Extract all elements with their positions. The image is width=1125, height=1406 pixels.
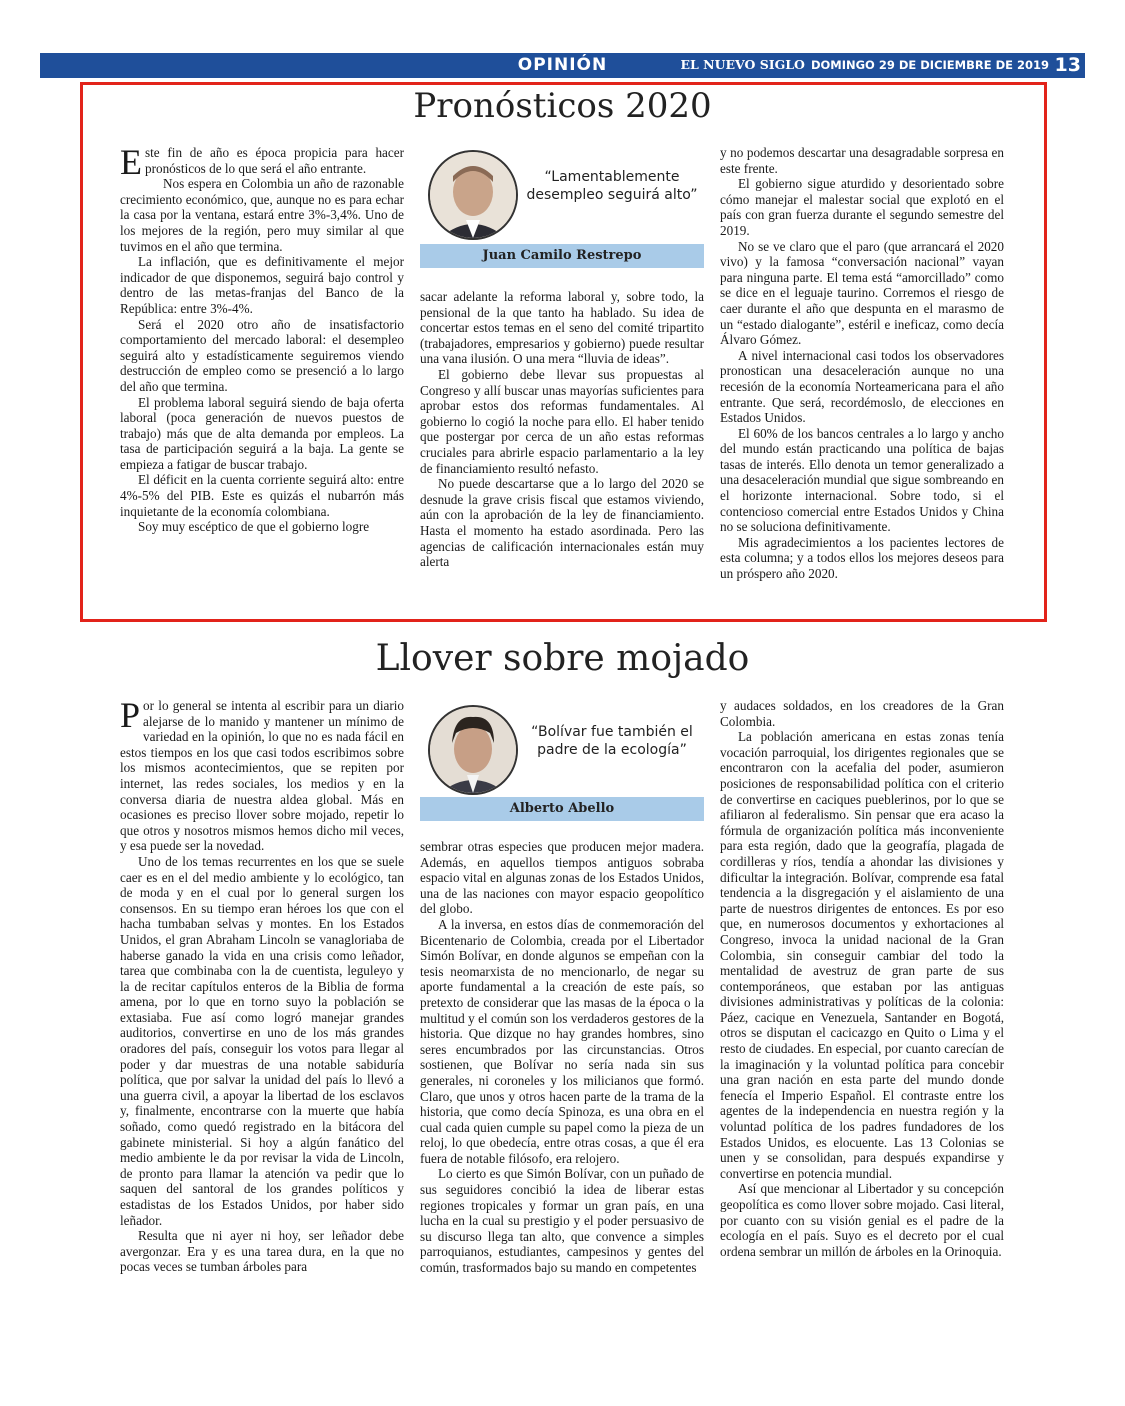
paragraph: Nos espera en Colombia un año de razonable crecimiento económico, que, aunque no es para echar la casa por la ventana, estará entre 3%-3,4%. Uno de los mejores de la región, pero muy similar al que tuvimos en el año que termina. xyxy=(120,176,404,254)
pull-quote: “Lamentablemente desempleo seguirá alto” xyxy=(526,169,698,203)
article1-title: Pronósticos 2020 xyxy=(413,86,712,126)
paragraph: La inflación, que es definitivamente el mejor indicador de que disponemos, seguirá bajo control y dentro de las metas-franjas del Banco de la República: entre 3%-4%. xyxy=(120,254,404,316)
paragraph: A nivel internacional casi todos los observadores pronostican una desaceleración aunque no una recesión de la economía Norteamericana para el año entrante. Que será, recordémoslo, de elecciones en Estados Unidos. xyxy=(720,347,1004,426)
paragraph: No se ve claro que el paro (que arrancará el 2020 vivo) y la famosa “conversación nacional” vayan para ninguna parte. El tema está “amorcillado” como se dice en el leguaje taurino. Corremos el riesgo de caer durante el año que despunta en el marasmo de un “estado dialogante”, estéril e ineficaz, como decía Álvaro Gómez. xyxy=(720,238,1004,348)
paragraph: Uno de los temas recurrentes en los que se suele caer es en el del medio ambiente y lo ecológico, tan de moda y en el cual por lo general surgen los consensos. En su tiempo eran héroes los que con el hacha tumbaban selvas y montes. En los Estados Unidos, el gran Abraham Lincoln se vanagloriaba de haberse ganado la vida en una crisis como leñador, tarea que combinaba con la de cuentista, leguleyo y la de recitar capítulos enteros de la Biblia de forma amena, por lo que en torno suyo la población se extasiaba. Fue así como logró manejar grandes auditorios, convertirse en uno de los más grandes oradores del país, conseguir los votos para llegar al poder y dar muestras de una notable sabiduría política, que por salvar la unidad del país lo llevó a una guerra civil, a apoyar la libertad de los esclavos y, finalmente, encontrarse con la muerte que había soñado, como quedó registrado en la bitácora del gabinete ministerial. Si hoy a algún fanático del medio ambiente le da por revisar la vida de Lincoln, de pronto para llamar la atención va pedir que lo saquen del santoral de los grandes políticos y estadistas de los Estados Unidos, por haber sido leñador. xyxy=(120,853,404,1228)
paragraph: Será el 2020 otro año de insatisfactorio comportamiento del mercado laboral: el desempleo seguirá alto y estadísticamente seguiremos viendo destrucción de empleo como se presenció a lo largo del año que termina. xyxy=(120,316,404,394)
author-box xyxy=(420,705,704,827)
article2-col2 xyxy=(420,839,704,1276)
author-photo xyxy=(428,705,518,795)
pull-quote: “Bolívar fue también el padre de la ecología” xyxy=(531,724,693,758)
paragraph: Este fin de año es época propicia para hacer pronósticos de lo que será el año entrante. xyxy=(120,142,404,182)
paragraph: Resulta que ni ayer ni hoy, ser leñador debe avergonzar. Era y es una tarea dura, en la que no pocas veces se tumban árboles para xyxy=(120,1228,404,1275)
paragraph: y no podemos descartar una desagradable sorpresa en este frente. xyxy=(720,145,1004,176)
author-name: Alberto Abello xyxy=(420,797,704,821)
masthead: EL NUEVO SIGLO xyxy=(680,57,805,72)
author-name: Juan Camilo Restrepo xyxy=(420,244,704,268)
paragraph: El problema laboral seguirá siendo de baja oferta laboral (poca generación de nuevos puestos de trabajo) más que de alta demanda por empleos. La tasa de participación seguirá a la baja. La gente se empieza a fatigar de buscar trabajo. xyxy=(120,394,404,472)
paragraph: Mis agradecimientos a los pacientes lectores de esta columna; y a todos ellos los mejores deseos para un próspero año 2020. xyxy=(720,534,1004,582)
paragraph: sacar adelante la reforma laboral y, sobre todo, la pensional de la que tanto ha hablado. Su idea de concertar estos temas en el seno del comité tripartito (trabajadores, empresarios y gobierno) puede resultar una vana ilusión. O una mera “lluvia de ideas”. xyxy=(420,289,704,367)
paragraph: Soy muy escéptico de que el gobierno logre xyxy=(138,519,370,535)
author-portrait-icon xyxy=(430,707,516,793)
page-number: 13 xyxy=(1054,54,1081,76)
masthead-dateline xyxy=(680,57,1049,72)
article1-col1 xyxy=(120,142,404,535)
paragraph: Por lo general se intenta al escribir para un diario alejarse de lo manido y mantener un mínimo de variedad en la opinión, lo que no es nada fácil en estos tiempos en los que casi todos escribimos sobre los mismos acontecimientos, que se repiten por internet, las redes sociales, los medios y en la conversa diaria de nuestra aldea global. Más en ocasiones es preciso llover sobre mojado, repetir lo que otros y nosotros mismos hemos dicho mil veces, y esa puede ser la novedad. xyxy=(120,695,404,854)
paragraph: sembrar otras especies que producen mejor madera. Además, en aquellos tiempos antiguos sobraba espacio vital en algunas zonas de los Estados Unidos, una de las naciones con mayor espacio geopolítico del globo. xyxy=(420,839,704,917)
paragraph: El gobierno debe llevar sus propuestas al Congreso y allí buscar unas mayorías suficientes para aprobar estos dos reformas fundamentales. Al gobierno lo cogió la noche para ello. El haber tenido que postergar por cerca de un año estas reformas cruciales para abrirle espacio parlamentario a la ley de financiamiento resultó nefasto. xyxy=(420,366,704,476)
drop-cap: E xyxy=(120,142,142,182)
author-photo xyxy=(428,150,518,240)
paragraph: Lo cierto es que Simón Bolívar, con un puñado de sus seguidores concibió la idea de liberar estas regiones tropicales y formar un gran país, en una lucha en la cual su prestigio y el poder persuasivo de su discurso llega tan alto, que convence a simples parroquianos, estudiantes, campesinos y gentes del común, trasformados bajo su mando en competentes xyxy=(420,1166,704,1276)
paragraph: Así que mencionar al Libertador y su concepción geopolítica es como llover sobre mojado. Casi literal, por cuanto con su visión genial es el padre de la ecología en el país. Suyo es el decreto por el cual ordena sembrar un millón de árboles en la Orinoquia. xyxy=(720,1181,1004,1259)
author-portrait-icon xyxy=(430,152,516,238)
paragraph: El gobierno sigue aturdido y desorientado sobre cómo manejar el malestar social que explotó en el país con gran fuerza durante el segundo semestre del 2019. xyxy=(720,176,1004,238)
section-header-bar xyxy=(40,53,1085,78)
dateline: DOMINGO 29 DE DICIEMBRE DE 2019 xyxy=(810,58,1049,72)
paragraph: A la inversa, en estos días de conmemoración del Bicentenario de Colombia, creada por el Libertador Simón Bolívar, en donde algunos se empeñan con la tesis neomarxista de no mencionarlo, de negar su aporte fundamental a la creación de este país, so pretexto de considerar que las masas de la época o la multitud y el común son los verdaderos gestores de la historia. Que dizque no hay grandes hombres, sino seres encumbrados por las circunstancias. Otros sostienen, que Bolívar no sería nada sin sus generales, ni coroneles y los milicianos que formó. Claro, que unos y otros hacen parte de la trama de la historia, que como decía Spinoza, es una obra en el cual cada quien cumple su papel como la pieza de un reloj, lo que obedecía, entre otras cosas, a que él era fuera de notable filósofo, era relojero. xyxy=(420,916,704,1166)
paragraph: y audaces soldados, en los creadores de la Gran Colombia. xyxy=(720,698,1004,729)
drop-cap: P xyxy=(120,695,141,735)
article2-col3 xyxy=(720,698,1004,1259)
paragraph: El 60% de los bancos centrales a lo largo y ancho del mundo están practicando una política de bajas tasas de interés. Ello denota un temor generalizado a una desaceleración mundial que sigue sombreando en el horizonte internacional. Sobre todo, si el contencioso comercial entre Estados Unidos y China no se soluciona definitivamente. xyxy=(720,425,1004,535)
paragraph: No puede descartarse que a lo largo del 2020 se desnude la grave crisis fiscal que estamos viviendo, aún con la aprobación de la ley de financiamiento. Hasta el momento ha estado asordinada. Pero las agencias de calificación internacionales están muy alerta xyxy=(420,476,704,570)
section-label: OPINIÓN xyxy=(517,55,608,75)
article2-col1 xyxy=(120,695,404,1275)
paragraph: El déficit en la cuenta corriente seguirá alto: entre 4%-5% del PIB. Este es quizás el nubarrón más inquietante de la economía colombiana. xyxy=(120,472,404,519)
article2-title: Llover sobre mojado xyxy=(375,638,750,679)
article1-col3 xyxy=(720,145,1004,582)
author-box xyxy=(420,150,704,272)
article1-col2 xyxy=(420,289,704,570)
paragraph: La población americana en estas zonas tenía vocación parroquial, los dirigentes regionales que se encontraron con la acefalia del poder, asumieron posiciones de responsabilidad política con el criterio de convertirse en caciques pueblerinos, por lo que se afiliaron al federalismo. Sin pensar que era acaso la fórmula de organización política más inconveniente para esta región, dado que la geografía, plagada de cordilleras y ríos, tendía a ahondar las divisiones y dificultar la integración. Bolívar, comprende esa fatal tendencia a la disgregación y el aislamiento de una parte de nuestros dirigentes de entonces. Es por eso que, en numerosos documentos y exhortaciones al Congreso, invoca la unidad nacional de la Gran Colombia, sin conseguir cambiar del todo la mentalidad de avestruz de gran parte de sus contemporáneos, que estaban por las antiguas divisiones administrativas y políticas de la colonia: Páez, cacique en Venezuela, Santander en Bogotá, otros se disputan el cacicazgo en Quito o Lima y el resto de ciudades. En especial, por cuanto carecían de la imaginación y la voluntad política para concebir una gran nación en esta parte del mundo donde fenecía el Imperio Español. El contraste entre los agentes de la independencia en nuestra región y la voluntad política de los padres fundadores de los Estados Unidos, es elocuente. Las 13 Colonias se unen y se consolidan, para después expandirse y convertirse en potencia mundial. xyxy=(720,729,1004,1181)
